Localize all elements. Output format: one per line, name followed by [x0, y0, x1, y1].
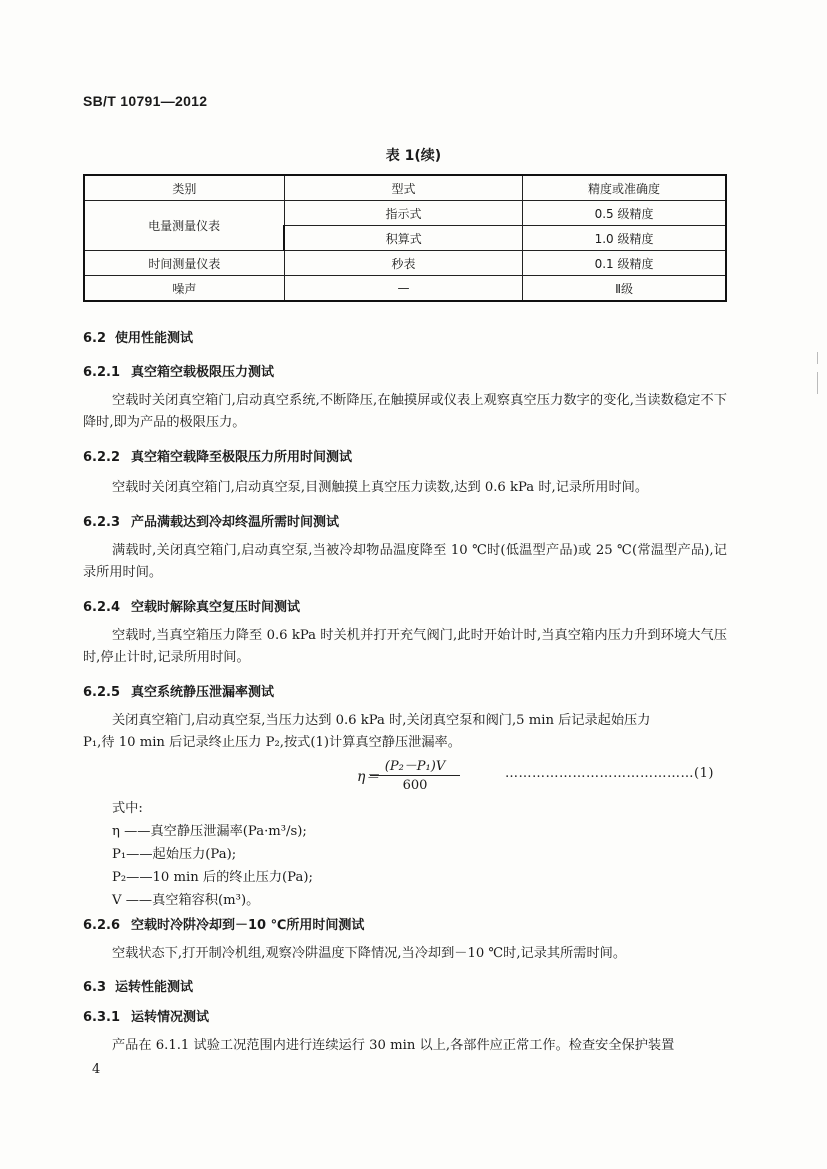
table-cell: 电量测量仪表: [84, 201, 284, 251]
table-row: [84, 276, 726, 302]
section-heading: [83, 914, 364, 933]
paragraph: 空载时关闭真空箱门,启动真空系统,不断降压,在触摸屏或仪表上观察真空压力数字的变化,当读数稳定不下降时,即为产品的极限压力。: [83, 393, 727, 430]
paragraph: 空载状态下,打开制冷机组,观察冷阱温度下降情况,当冷却到－10 ℃时,记录其所需时间。: [112, 946, 627, 961]
paragraph: 空载时,当真空箱压力降至 0.6 kPa 时关机并打开充气阀门,此时开始计时,当真空箱内压力升到环境大气压时,停止计时,记录所用时间。: [83, 628, 727, 665]
section-heading: [83, 327, 193, 346]
section-heading: [83, 446, 352, 465]
section-title: 真空箱空载降至极限压力所用时间测试: [131, 450, 353, 465]
section-title: 空载时解除真空复压时间测试: [131, 600, 301, 615]
section-heading: [83, 361, 274, 380]
header-cell: 精度或准确度: [523, 175, 726, 201]
scan-mark: [817, 352, 818, 364]
section-number: 6.3: [83, 980, 107, 995]
paragraph: 关闭真空箱门,启动真空泵,当压力达到 0.6 kPa 时,关闭真空泵和阀门,5 min 后记录起始压力: [112, 713, 651, 728]
definition-item: P₂——10 min 后的终止压力(Pa);: [112, 870, 313, 885]
section-title: 运转性能测试: [115, 980, 194, 995]
section-number: 6.2.6: [83, 918, 121, 933]
formula-fraction: [370, 755, 460, 793]
scan-mark: [817, 372, 818, 394]
table-cell: 积算式: [284, 226, 522, 251]
section-number: 6.2: [83, 331, 107, 346]
formula-denominator: 600: [402, 778, 428, 793]
section-number: 6.2.1: [83, 365, 121, 380]
paragraph: 满载时,关闭真空箱门,启动真空泵,当被冷却物品温度降至 10 ℃时(低温型产品)或 25 ℃(常温型产品),记录所用时间。: [83, 543, 727, 580]
section-heading: [83, 1006, 209, 1025]
definition-item: P₁——起始压力(Pa);: [112, 847, 237, 862]
paragraph: P₁,待 10 min 后记录终止压力 P₂,按式(1)计算真空静压泄漏率。: [83, 735, 461, 750]
section-heading: [83, 976, 193, 995]
section-number: 6.3.1: [83, 1010, 121, 1025]
section-heading: [83, 596, 300, 615]
table-cell: 噪声: [84, 276, 284, 302]
section-heading: [83, 511, 339, 530]
formula-numerator: (P₂－P₁)V: [370, 755, 460, 776]
header-cell: 类别: [84, 175, 284, 201]
paragraph: 空载时关闭真空箱门,启动真空泵,目测触摸上真空压力读数,达到 0.6 kPa 时,记录所用时间。: [112, 480, 649, 495]
section-number: 6.2.5: [83, 685, 121, 700]
section-number: 6.2.4: [83, 600, 121, 615]
table-row: [84, 251, 726, 276]
spec-table: [83, 174, 727, 302]
section-title: 运转情况测试: [131, 1010, 210, 1025]
standard-code: SB/T 10791—2012: [83, 93, 208, 109]
section-number: 6.2.2: [83, 450, 121, 465]
table-cell: 指示式: [284, 201, 522, 226]
table-row: [84, 201, 726, 226]
table-cell: 秒表: [284, 251, 522, 276]
section-title: 空载时冷阱冷却到－10 ℃所用时间测试: [131, 918, 365, 933]
table-cell: 时间测量仪表: [84, 251, 284, 276]
table-cell: —: [284, 276, 522, 302]
section-title: 真空箱空载极限压力测试: [131, 365, 275, 380]
section-title: 真空系统静压泄漏率测试: [131, 685, 275, 700]
section-heading: [83, 681, 274, 700]
paragraph: 产品在 6.1.1 试验工况范围内进行连续运行 30 min 以上,各部件应正常工作。检查安全保护装置: [112, 1038, 675, 1053]
table-cell: 0.1 级精度: [523, 251, 726, 276]
table-header-row: [84, 175, 726, 201]
header-cell: 型式: [284, 175, 522, 201]
table-cell: 1.0 级精度: [523, 226, 726, 251]
table-caption: 表 1(续): [385, 148, 442, 164]
section-number: 6.2.3: [83, 515, 121, 530]
table-cell: Ⅱ级: [523, 276, 726, 302]
page-number: 4: [92, 1062, 101, 1077]
definition-item: η ——真空静压泄漏率(Pa·m³/s);: [112, 824, 307, 839]
table-cell: 0.5 级精度: [523, 201, 726, 226]
definitions-intro: 式中:: [112, 801, 143, 816]
formula-lhs: η＝: [357, 769, 380, 785]
section-title: 使用性能测试: [115, 331, 194, 346]
definition-item: V ——真空箱容积(m³)。: [112, 893, 260, 908]
section-title: 产品满载达到冷却终温所需时间测试: [131, 515, 340, 530]
formula-number: ……………………………………(1): [505, 766, 714, 781]
